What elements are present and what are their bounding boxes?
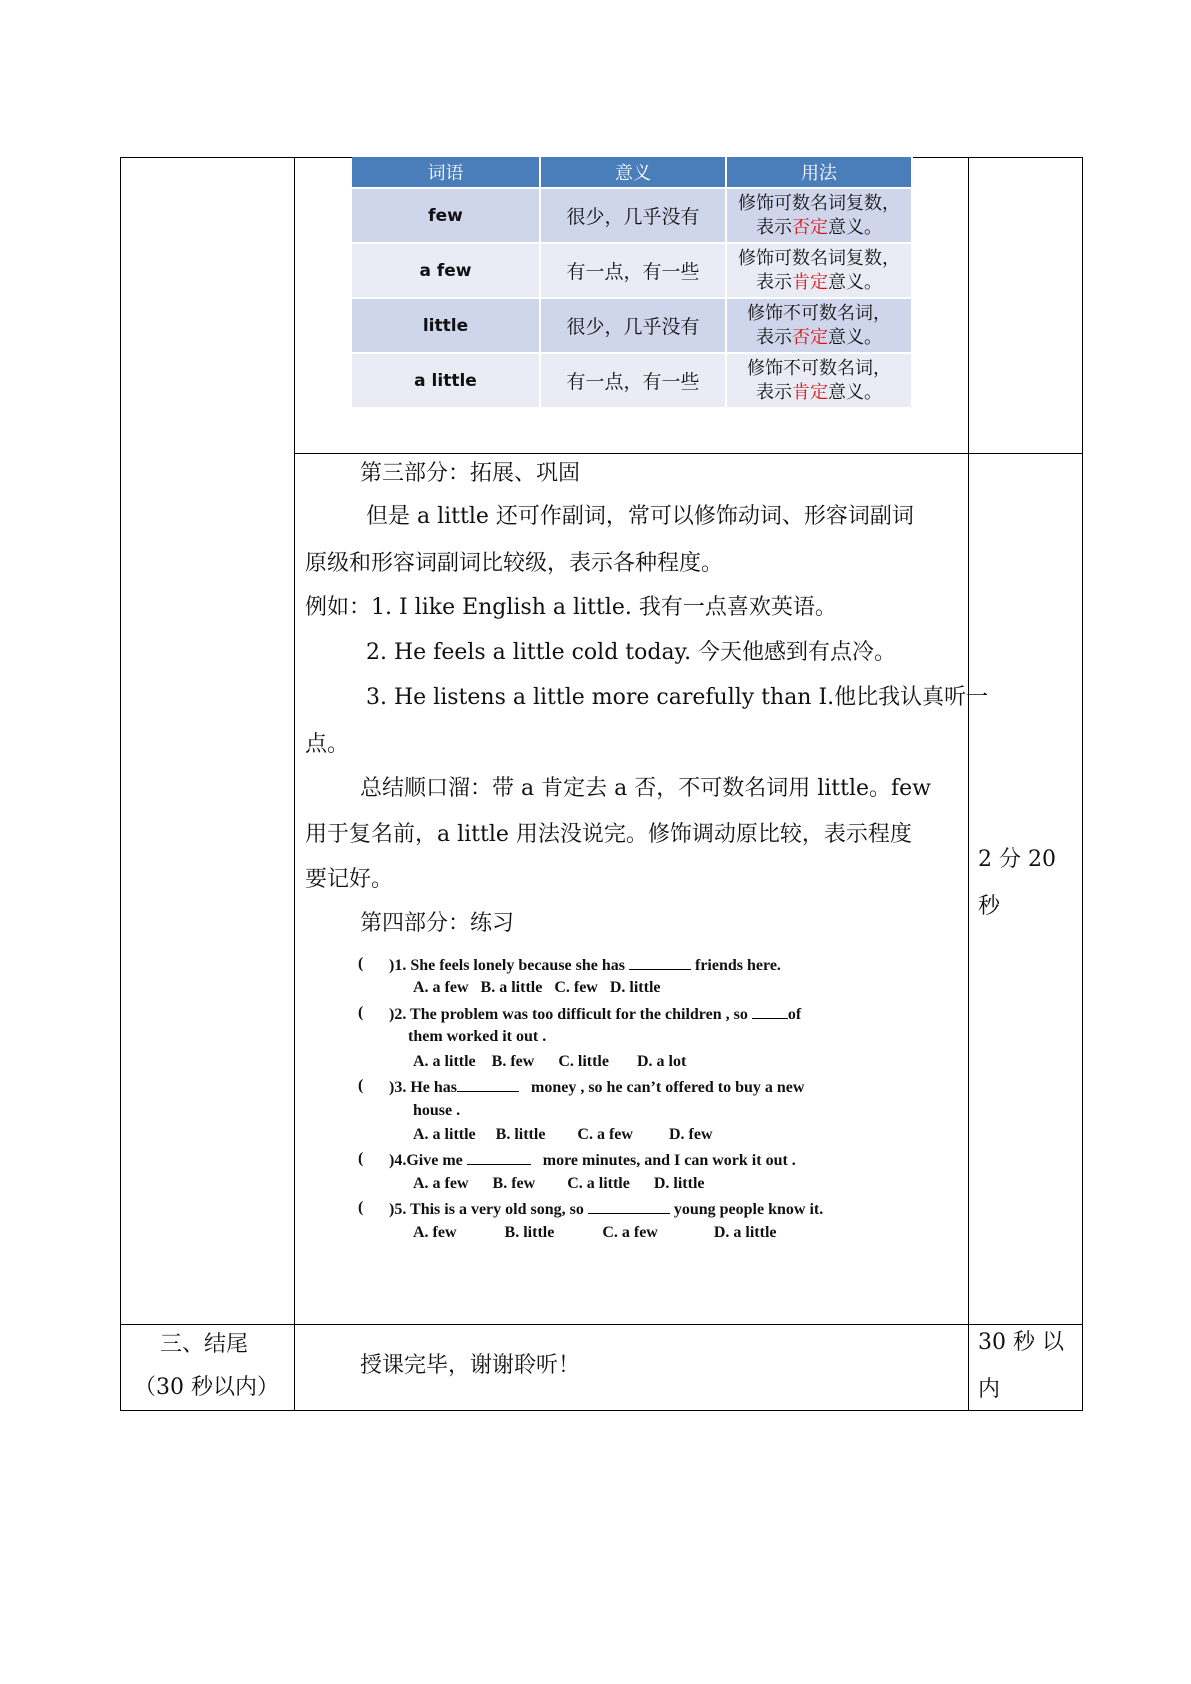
exercise-question-4: )4.Give me more minutes, and I can work it out . — [389, 1152, 796, 1169]
exercise-paren: ( — [358, 1150, 364, 1167]
table-border-row2 — [120, 1324, 1083, 1325]
part4-heading: 第四部分：练习 — [360, 911, 515, 936]
ending-label-line2: （30 秒以内） — [134, 1375, 279, 1400]
exercise-question-5: )5. This is a very old song, so young people know it. — [389, 1201, 824, 1218]
exercise-options-4: A. a few B. few C. a little D. little — [413, 1175, 705, 1192]
exercise-question-2: )2. The problem was too difficult for the children , so of — [389, 1006, 802, 1023]
meaning-cell: 很少，几乎没有 — [540, 188, 726, 243]
exercise-question-3: )3. He has money , so he can’t offered to buy a new — [389, 1079, 805, 1096]
part3-heading: 第三部分：拓展、巩固 — [360, 461, 581, 486]
exercise-paren: ( — [358, 955, 364, 972]
header-meaning: 意义 — [540, 157, 726, 188]
table-border-row1 — [294, 453, 1083, 454]
table-row — [352, 298, 912, 353]
time-part34-line1: 2 分 20 — [978, 847, 1056, 872]
table-row — [352, 188, 912, 243]
answer-blank — [752, 1004, 788, 1019]
usage-cell: 修饰可数名词复数， 表示否定意义。 — [726, 188, 912, 243]
positive-keyword: 肯定 — [792, 271, 828, 293]
answer-blank — [629, 955, 691, 970]
header-usage: 用法 — [726, 157, 912, 188]
meaning-cell: 有一点，有一些 — [540, 243, 726, 298]
word-cell: little — [352, 298, 540, 353]
exercise-options-1: A. a few B. a little C. few D. little — [413, 979, 661, 996]
exercise-paren: ( — [358, 1077, 364, 1094]
answer-blank — [588, 1199, 670, 1214]
exercise-options-2: A. a little B. few C. little D. a lot — [413, 1053, 687, 1070]
answer-blank — [467, 1150, 531, 1165]
exercise-options-3: A. a little B. little C. a few D. few — [413, 1126, 713, 1143]
time-part34-line2: 秒 — [978, 894, 1001, 919]
negative-keyword: 否定 — [792, 326, 828, 348]
exercise-paren: ( — [358, 1199, 364, 1216]
header-word: 词语 — [352, 157, 540, 188]
table-row — [352, 243, 912, 298]
example-3-line2: 点。 — [305, 732, 350, 757]
exercise-options-5: A. few B. little C. a few D. a little — [413, 1224, 777, 1241]
table-border-col1 — [294, 157, 295, 1411]
meaning-cell: 很少，几乎没有 — [540, 298, 726, 353]
exercise-question-1: )1. She feels lonely because she has friends here. — [389, 957, 781, 974]
part3-para1-line1: 但是 a little 还可作副词，常可以修饰动词、形容词副词 — [366, 504, 914, 529]
exercise-question-2-line2: them worked it out . — [408, 1028, 547, 1045]
table-row — [352, 353, 912, 407]
usage-cell: 修饰可数名词复数， 表示肯定意义。 — [726, 243, 912, 298]
answer-blank — [457, 1077, 519, 1092]
example-1: 例如：1. I like English a little. 我有一点喜欢英语。 — [305, 595, 837, 620]
exercise-question-3-line2: house . — [413, 1102, 461, 1119]
table-border-bottom — [120, 1410, 1083, 1411]
summary-line2: 用于复名前，a little 用法没说完。修饰调动原比较，表示程度 — [305, 822, 912, 847]
word-usage-table — [352, 157, 913, 407]
summary-line3: 要记好。 — [305, 867, 394, 892]
word-table-header — [352, 157, 912, 188]
usage-cell: 修饰不可数名词， 表示肯定意义。 — [726, 353, 912, 407]
ending-text: 授课完毕，谢谢聆听！ — [360, 1353, 581, 1378]
word-cell: a little — [352, 353, 540, 407]
time-end-line2: 内 — [978, 1377, 1001, 1402]
exercise-paren: ( — [358, 1004, 364, 1021]
ending-label-line1: 三、结尾 — [160, 1332, 249, 1357]
positive-keyword: 肯定 — [792, 381, 828, 403]
example-3-line1: 3. He listens a little more carefully than I.他比我认真听一 — [366, 685, 989, 710]
time-end-line1: 30 秒 以 — [978, 1330, 1064, 1355]
table-border-left — [120, 157, 121, 1411]
summary-line1: 总结顺口溜：带 a 肯定去 a 否，不可数名词用 little。few — [360, 776, 932, 801]
table-border-right — [1082, 157, 1083, 1411]
negative-keyword: 否定 — [792, 216, 828, 238]
usage-cell: 修饰不可数名词， 表示否定意义。 — [726, 298, 912, 353]
example-2: 2. He feels a little cold today. 今天他感到有点冷。 — [366, 640, 897, 665]
word-cell: few — [352, 188, 540, 243]
meaning-cell: 有一点，有一些 — [540, 353, 726, 407]
part3-para1-line2: 原级和形容词副词比较级，表示各种程度。 — [305, 551, 724, 576]
table-border-col2 — [968, 157, 969, 1411]
word-cell: a few — [352, 243, 540, 298]
